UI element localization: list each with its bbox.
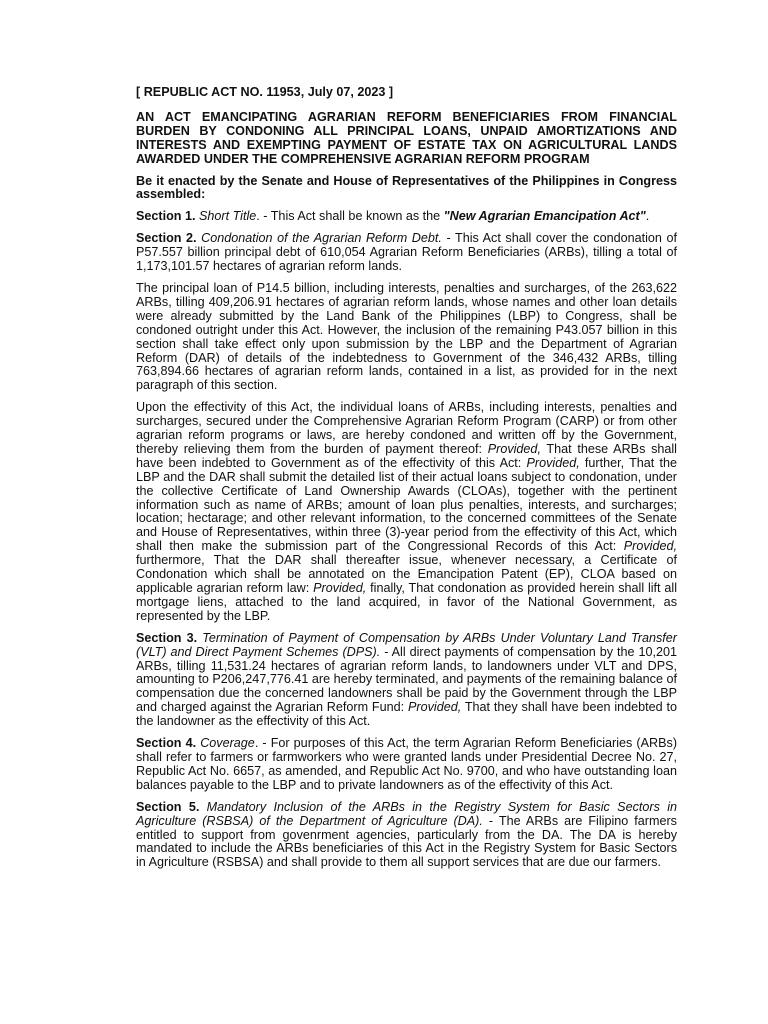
section-label: Section 1. [136, 209, 196, 224]
section-label: Section 4. [136, 736, 197, 751]
section-text: - The ARBs are Filipino farmers entitled to support from govenrment agencies, particularly from the DA. The DA is hereby mandated to include the ARBs beneficiaries of this Act in the Registry System for Basic Sectors in Agriculture (RSBSA) and shall provide to them all support services that are due our farmers. [136, 813, 677, 870]
section-4 [136, 737, 677, 793]
section-text: . - This Act shall be known as the [256, 209, 444, 224]
paragraph-text: That these ARBs shall have been indebted to Government as of the effectivity of this Act: [136, 441, 677, 470]
section-heading: Coverage [200, 736, 255, 751]
section-heading: Condonation of the Agrarian Reform Debt. [201, 231, 442, 246]
section-label: Section 5. [136, 799, 200, 814]
section-2 [136, 232, 677, 274]
section-2-paragraph-2: The principal loan of P14.5 billion, including interests, penalties and surcharges, of the 263,622 ARBs, tilling 409,206.91 hectares of agrarian reform lands, whose names and other loan details were already submitted by the Land Bank of the Philippines (LBP) to Congress, shall be condoned outright under this Act. However, the inclusion of the remaining P43.057 billion in this section shall take effect only upon submission by the LBP and the Department of Agrarian Reform (DAR) of details of the indebtedness to Government of the 346,432 ARBs, tilling 763,894.66 hectares of agrarian reform lands, contained in a list, as provided for in the next paragraph of this section. [136, 280, 677, 393]
paragraph-text: Upon the effectivity of this Act, the individual loans of ARBs, including interests, penalties and surcharges, secured under the Comprehensive Agrarian Reform Program (CARP) or from other agrarian reform programs or laws, are hereby condoned and written off by the Government, thereby relieving them from the burden of payment thereof: [136, 400, 677, 456]
section-heading: Short Title [199, 209, 257, 224]
section-label: Section 3. [136, 630, 198, 645]
section-text: . - For purposes of this Act, the term Agrarian Reform Beneficiaries (ARBs) shall refer to farmers or farmworkers who were granted lands under Presidential Decree No. 27, Republic Act No. 6657, as amended, and Republic Act No. 9700, and who have outstanding loan balances payable to the LBP and to private landowners as of the effectivity of this Act. [136, 736, 678, 792]
section-text: - All direct payments of compensation by the 10,201 ARBs, tilling 11,531.24 hectares of agrarian reform lands, to landowners under VLT and DPS, amounting to P206,247,776.41 are hereby terminated, and payments of the remaining balance of compensation due the concerned landowners shall be paid by the Government through the LBP and charged against the Agrarian Reform Fund: [136, 644, 678, 715]
paragraph-text: finally, That condonation as provided herein shall lift all mortgage liens, attached to the land acquired, in favor of the National Government, as represented by the LBP. [136, 581, 678, 623]
act-title: AN ACT EMANCIPATING AGRARIAN REFORM BENEFICIARIES FROM FINANCIAL BURDEN BY CONDONING ALL PRINCIPAL LOANS, UNPAID AMORTIZATIONS AND INTERESTS AND EXEMPTING PAYMENT OF ESTATE TAX ON AGRICULTURAL LANDS AWARDED UNDER THE COMPREHENSIVE AGRARIAN REFORM PROGRAM [136, 109, 677, 166]
short-title: "New Agrarian Emancipation Act" [443, 209, 646, 224]
paragraph-text: furthermore, That the DAR shall thereafter issue, whenever necessary, a Certificate of Condonation which shall be annotated on the Emancipation Patent (EP), CLOA based on applicable agrarian reform law: [136, 553, 677, 595]
section-text: . [645, 209, 650, 224]
section-text: - This Act shall cover the condonation of P57.557 billion principal debt of 610,054 Agrarian Reform Beneficiaries (ARBs), tilling a total of 1,173,101.57 hectares of agrarian reform lands. [136, 231, 677, 274]
paragraph-text: further, That the LBP and the DAR shall submit the detailed list of their actual loans subject to condonation, under the collective Certificate of Land Ownership Awards (CLOAs), together with the pertinent information such as name of ARBs; amount of loan plus penalties, interests, and surcharges; location; hectarage; and other relevant information, to the concerned committees of the Senate and House of Representatives, within three (3)-year period from the effectivity of this Act, which shall then make the submission part of the Congressional Records of this Act: [136, 455, 677, 554]
provided-clause: Provided, [487, 441, 541, 456]
section-2-paragraph-3 [136, 401, 677, 624]
section-heading: Mandatory Inclusion of the ARBs in the Registry System for Basic Sectors in Agriculture (RSBSA) of the Department of Agriculture (DA). [136, 799, 677, 828]
section-1 [136, 210, 677, 224]
section-label: Section 2. [136, 231, 197, 246]
section-text: That they shall have been indebted to the landowner as the effectivity of this Act. [136, 700, 677, 729]
document-page [136, 86, 677, 870]
provided-clause: Provided, [623, 539, 677, 554]
section-3 [136, 632, 677, 729]
section-heading: Termination of Payment of Compensation by ARBs Under Voluntary Land Transfer (VLT) and Direct Payment Schemes (DPS). [136, 630, 677, 659]
act-citation: [ REPUBLIC ACT NO. 11953, July 07, 2023 ] [136, 85, 394, 99]
enacting-clause: Be it enacted by the Senate and House of Representatives of the Philippines in Congress assembled: [136, 173, 677, 202]
provided-clause: Provided, [526, 455, 580, 470]
section-5 [136, 801, 677, 871]
provided-clause: Provided, [313, 581, 367, 595]
provided-clause: Provided, [408, 700, 462, 715]
